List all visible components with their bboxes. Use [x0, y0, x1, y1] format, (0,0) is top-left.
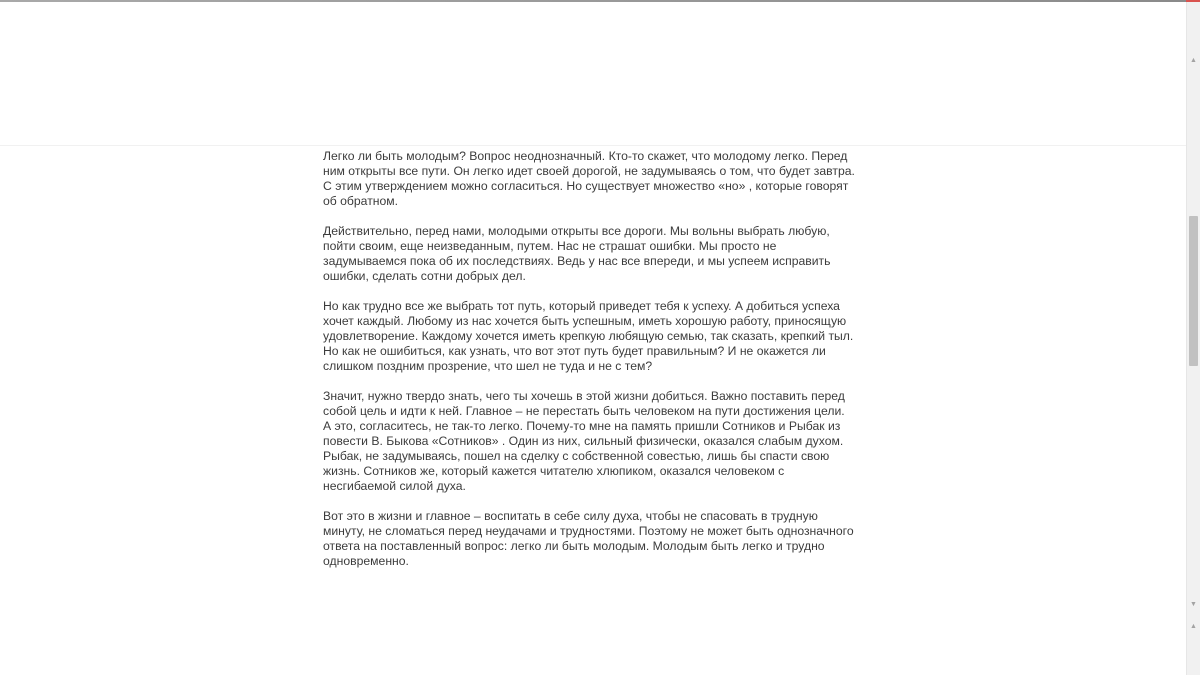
article-paragraph: Действительно, перед нами, молодыми открыты все дороги. Мы вольны выбрать любую, пойти своим, еще неизведанным, путем. Нас не страшат ошибки. Мы просто не задумываемся пока об их последствиях. Ведь у нас все впереди, и мы успеем исправить ошибки, сделать сотни добрых дел. [323, 224, 831, 283]
article-paragraph: Вот это в жизни и главное – воспитать в себе силу духа, чтобы не спасовать в трудную минуту, не сломаться перед неудачами и трудностями. Поэтому не может быть однозначного ответа на поставленный вопрос: легко ли быть молодым. Молодым быть легко и трудно одновременно. [323, 509, 854, 568]
scroll-down-arrow-icon[interactable]: ▼ [1190, 601, 1197, 608]
article-paragraph: Легко ли быть молодым? Вопрос неоднозначный. Кто-то скажет, что молодому легко. Перед ним открыты все пути. Он легко идет своей дорогой, не задумываясь о том, что будет завтра. С этим утверждением можно согласиться. Но существует множество «но» , которые говорят об обратном. [323, 149, 855, 208]
scrollbar-thumb[interactable] [1189, 216, 1198, 366]
page-header-area [0, 2, 1186, 145]
article-paragraph: Но как трудно все же выбрать тот путь, который приведет тебя к успеху. А добиться успеха хочет каждый. Любому из нас хочется быть успешным, иметь хорошую работу, приносящую удовлетворение. Каждому хочется иметь крепкую любящую семью, так сказать, крепкий тыл. Но как не ошибиться, как узнать, что вот этот путь будет правильным? И не окажется ли слишком поздним прозрение, что шел не туда и не с тем? [323, 299, 854, 373]
article-paragraph: Значит, нужно твердо знать, чего ты хочешь в этой жизни добиться. Важно поставить перед собой цель и идти к ней. Главное – не перестать быть человеком на пути достижения цели. А это, согласитесь, не так-то легко. Почему-то мне на память пришли Сотников и Рыбак из повести В. Быкова «Сотников» . Один из них, сильный физически, оказался слабым духом. Рыбак, не задумываясь, пошел на сделку с собственной совестью, лишь бы спасти свою жизнь. Сотников же, который кажется читателю хлюпиком, оказался человеком с несгибаемой силой духа. [323, 389, 845, 493]
article-body [323, 149, 855, 584]
header-divider [0, 145, 1186, 146]
vertical-scrollbar[interactable] [1186, 2, 1200, 675]
scroll-up-arrow-icon-secondary[interactable]: ▲ [1190, 623, 1197, 630]
scroll-up-arrow-icon[interactable]: ▲ [1190, 57, 1197, 64]
